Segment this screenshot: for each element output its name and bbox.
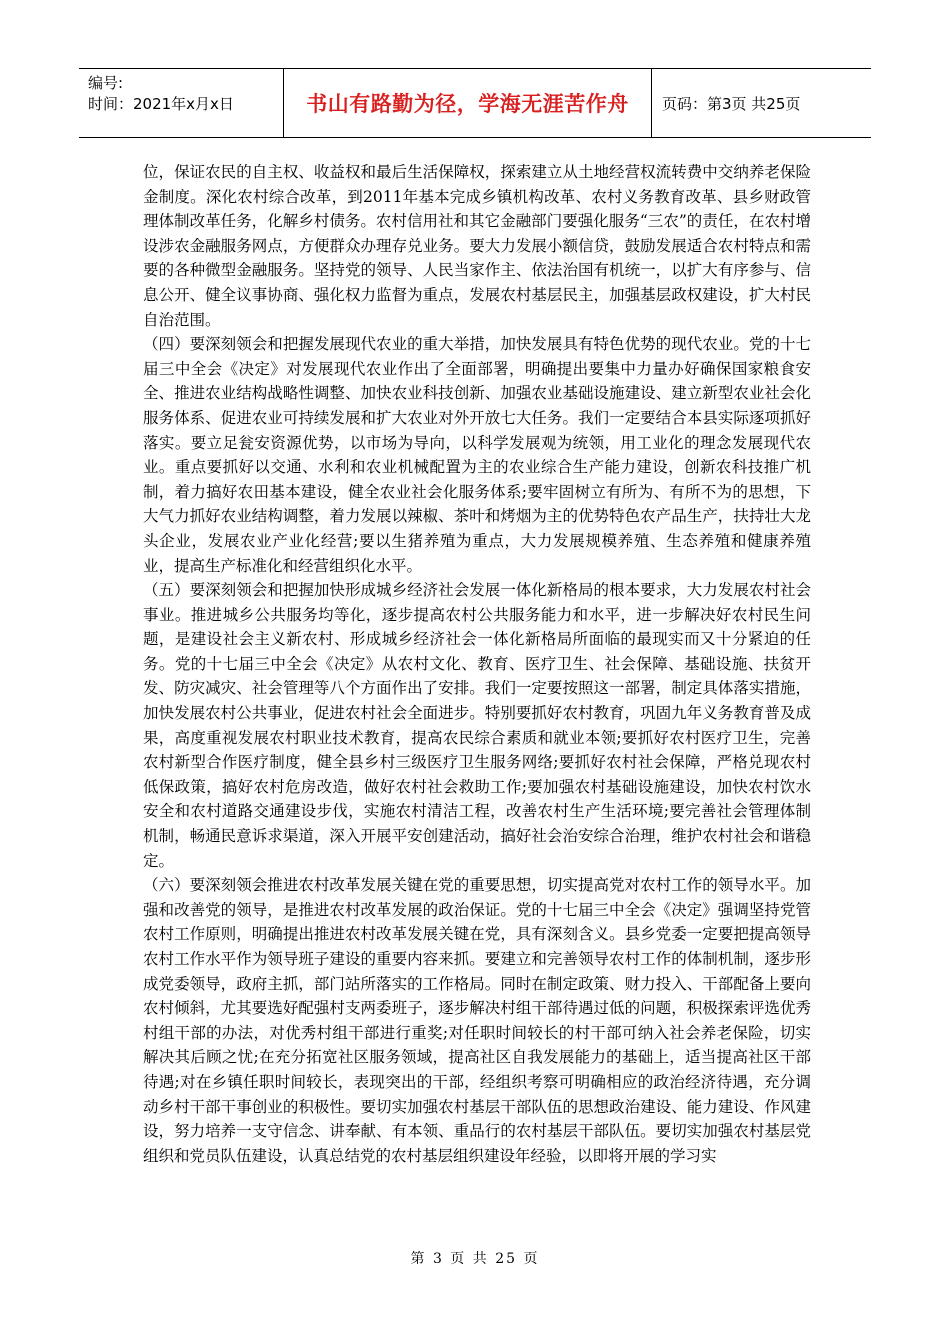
page-footer: 第 3 页 共 25 页 xyxy=(410,1251,540,1267)
paragraph-2: （四）要深刻领会和把握发展现代农业的重大举措，加快发展具有特色优势的现代农业。党的十七届三中全会《决定》对发展现代农业作出了全面部署，明确提出要集中力量办好确保国家粮食安全、推进农业结构战略性调整、加快农业科技创新、加强农业基础设施建设、建立新型农业社会化服务体系、促进农业可持续发展和扩大农业对外开放七大任务。我们一定要结合本县实际逐项抓好落实。要立足瓮安资源优势，以市场为导向，以科学发展观为统领，用工业化的理念发展现代农业。重点要抓好以交通、水利和农业机械配置为主的农业综合生产能力建设，创新农科技推广机制，着力搞好农田基本建设，健全农业社会化服务体系;要牢固树立有所为、有所不为的思想，下大气力抓好农业结构调整，着力发展以辣椒、茶叶和烤烟为主的优势特色农产品生产，扶持壮大龙头企业，发展农业产业化经营;要以生猪养殖为重点，大力发展规模养殖、生态养殖和健康养殖业，提高生产标准化和经营组织化水平。 xyxy=(143,335,811,575)
header-page-number: 页码：第3页 共25页 xyxy=(662,94,801,113)
page-header xyxy=(79,68,871,138)
paragraph-4: （六）要深刻领会推进农村改革发展关键在党的重要思想，切实提高党对农村工作的领导水平。加强和改善党的领导，是推进农村改革发展的政治保证。党的十七届三中全会《决定》强调坚持党管农村工作原则，明确提出推进农村改革发展关键在党，具有深刻含义。县乡党委一定要把提高领导农村工作水平作为领导班子建设的重要内容来抓。要建立和完善领导农村工作的体制机制，逐步形成党委领导，政府主抓，部门站所落实的工作格局。同时在制定政策、财力投入、干部配备上要向农村倾斜，尤其要选好配强村支两委班子，逐步解决村组干部待遇过低的问题，积极探索评选优秀村组干部的办法，对优秀村组干部进行重奖;对任职时间较长的村干部可纳入社会养老保险，切实解决其后顾之忧;在充分拓宽社区服务领域，提高社区自我发展能力的基础上，适当提高社区干部待遇;对在乡镇任职时间较长，表现突出的干部，经组织考察可明确相应的政治经济待遇，充分调动乡村干部干事创业的积极性。要切实加强农村基层干部队伍的思想政治建设、能力建设、作风建设，努力培养一支守信念、讲奉献、有本领、重品行的农村基层干部队伍。要切实加强农村基层党组织和党员队伍建设，认真总结党的农村基层组织建设年经验，以即将开展的学习实 xyxy=(143,876,811,1165)
paragraph-3: （五）要深刻领会和把握加快形成城乡经济社会发展一体化新格局的根本要求，大力发展农村社会事业。推进城乡公共服务均等化，逐步提高农村公共服务能力和水平，进一步解决好农村民生问题，是建设社会主义新农村、形成城乡经济社会一体化新格局所面临的最现实而又十分紧迫的任务。党的十七届三中全会《决定》从农村文化、教育、医疗卫生、社会保障、基础设施、扶贫开发、防灾减灾、社会管理等八个方面作出了安排。我们一定要按照这一部署，制定具体落实措施，加快发展农村公共事业，促进农村社会全面进步。特别要抓好农村教育，巩固九年义务教育普及成果，高度重视发展农村职业技术教育，提高农民综合素质和就业本领;要抓好农村医疗卫生，完善农村新型合作医疗制度，健全县乡村三级医疗卫生服务网络;要抓好农村社会保障，严格兑现农村低保政策，搞好农村危房改造，做好农村社会救助工作;要加强农村基础设施建设，加快农村饮水安全和农村道路交通建设步伐，实施农村清洁工程，改善农村生产生活环境;要完善社会管理体制机制，畅通民意诉求渠道，深入开展平安创建活动，搞好社会治安综合治理，维护农村社会和谐稳定。 xyxy=(143,581,811,870)
header-left-cell xyxy=(79,69,284,137)
code-label: 编号: xyxy=(88,74,124,92)
time-text: 时间：2021年x月x日 xyxy=(88,95,234,113)
document-body xyxy=(143,160,811,1168)
header-motto: 书山有路勤为径，学海无涯苦作舟 xyxy=(284,69,652,137)
paragraph-1: 位，保证农民的自主权、收益权和最后生活保障权，探索建立从土地经营权流转费中交纳养老保险金制度。深化农村综合改革，到2011年基本完成乡镇机构改革、农村义务教育改革、县乡财政管理体制改革任务，化解乡村债务。农村信用社和其它金融部门要强化服务“三农”的责任，在农村增设涉农金融服务网点，方便群众办理存兑业务。要大力发展小额信贷，鼓励发展适合农村特点和需要的各种微型金融服务。坚持党的领导、人民当家作主、依法治国有机统一，以扩大有序参与、信息公开、健全议事协商、强化权力监督为重点，发展农村基层民主，加强基层政权建设，扩大村民自治范围。 xyxy=(143,163,811,329)
